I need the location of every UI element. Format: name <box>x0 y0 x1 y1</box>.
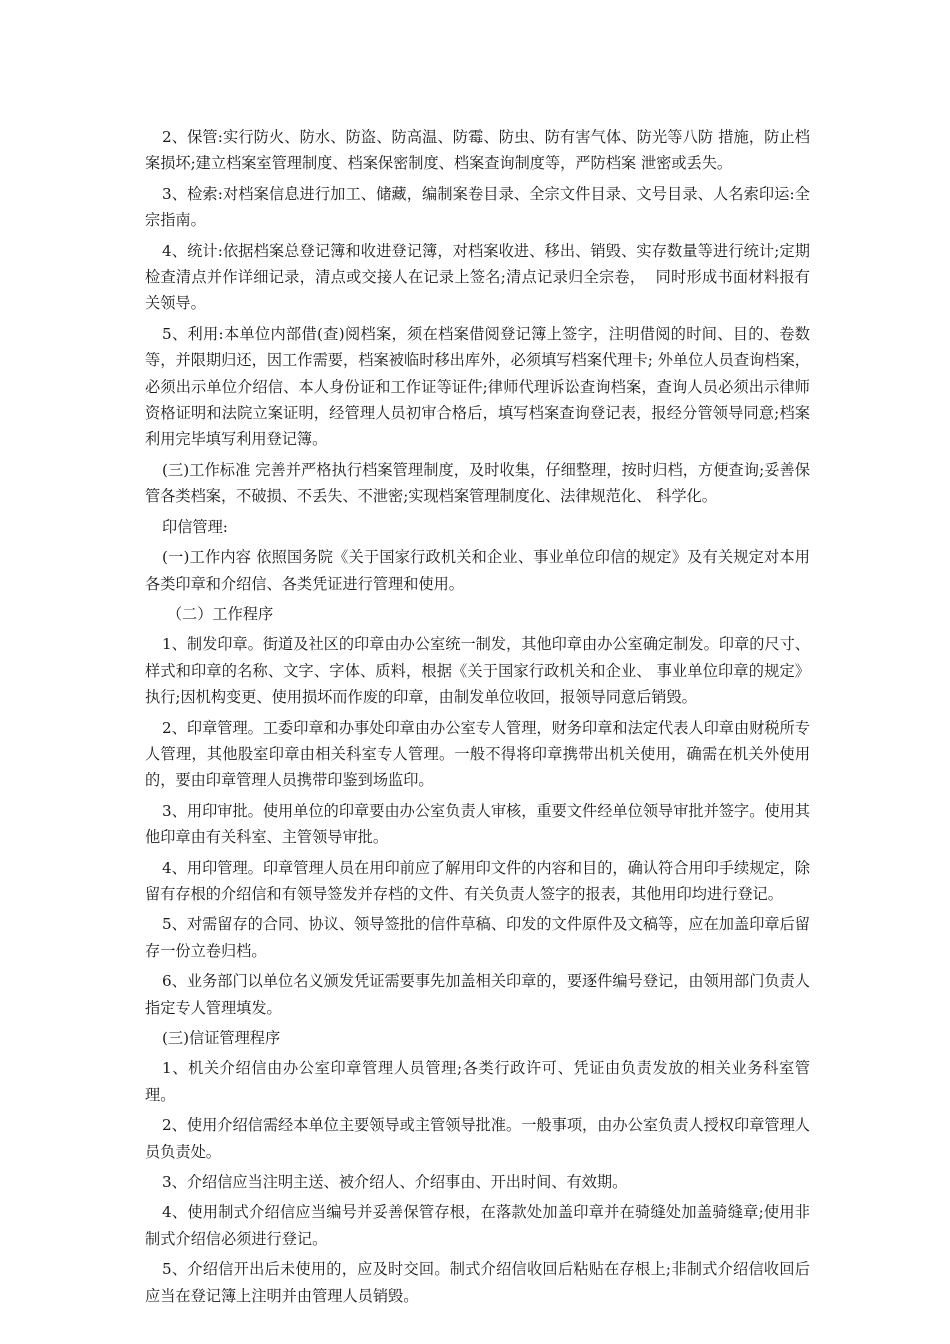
section-heading-seal-management: 印信管理: <box>162 517 228 536</box>
paragraph-archive-storage: 2、保管:实行防火、防水、防盗、防高温、防霉、防虫、防有害气体、防光等八防 措施，防止档案损坏;建立档案室管理制度、档案保密制度、档案查询制度等，严防档案 泄密或丢失。 <box>145 128 810 173</box>
paragraph-seal-issuance: 1、制发印章。街道及社区的印章由办公室统一制发，其他印章由办公室确定制发。印章的尺寸、样式和印章的名称、文字、字体、质料，根据《关于国家行政机关和企业、 事业单位印章的规定》执行;因机构变更、使用损坏而作废的印章，由制发单位收回，报领导同意后销毁。 <box>145 635 810 707</box>
paragraph-letter-approval: 2、使用介绍信需经本单位主要领导或主管领导批准。一般事项，由办公室负责人授权印章管理人员负责处。 <box>145 1116 810 1161</box>
paragraph-certificate-issuance: 6、业务部门以单位名义颁发凭证需要事先加盖相关印章的，要逐件编号登记，由领用部门负责人指定专人管理填发。 <box>145 972 810 1017</box>
paragraph-letter-return: 5、介绍信开出后未使用的，应及时交回。制式介绍信收回后粘贴在存根上;非制式介绍信收回后应当在登记簿上注明并由管理人员销毁。 <box>145 1260 810 1305</box>
section-heading-letter-procedure: (三)信证管理程序 <box>162 1029 281 1047</box>
paragraph-seal-usage: 4、用印管理。印章管理人员在用印前应了解用印文件的内容和目的，确认符合用印手续规定，除留有存根的介绍信和有领导签发并存档的文件、有关负责人签字的报表，其他用印均进行登记。 <box>145 858 810 903</box>
paragraph-archive-retrieval: 3、检索:对档案信息进行加工、储藏，编制案卷目录、全宗文件目录、文号目录、人名索印运:全宗指南。 <box>145 184 810 230</box>
paragraph-seal-custody: 2、印章管理。工委印章和办事处印章由办公室专人管理，财务印章和法定代表人印章由财税所专人管理，其他股室印章由相关科室专人管理。一般不得将印章携带出机关使用，确需在机关外使用的，要由印章管理人员携带印鉴到场监印。 <box>145 718 810 790</box>
paragraph-archive-statistics: 4、统计:依据档案总登记簿和收进登记簿，对档案收进、移出、销毁、实存数量等进行统计;定期检查清点并作详细记录，清点或交接人在记录上签名;清点记录归全宗卷， 同时形成书面材料报有关领导。 <box>145 241 810 313</box>
paragraph-seal-archiving: 5、对需留存的合同、协议、领导签批的信件草稿、印发的文件原件及文稿等，应在加盖印章后留存一份立卷归档。 <box>145 915 810 960</box>
document-page <box>145 124 810 1313</box>
paragraph-letter-custody: 1、机关介绍信由办公室印章管理人员管理;各类行政许可、凭证由负责发放的相关业务科室管理。 <box>145 1059 810 1104</box>
paragraph-seal-approval: 3、用印审批。使用单位的印章要由办公室负责人审核，重要文件经单位领导审批并签字。使用其他印章由有关科室、主管领导审批。 <box>145 801 810 847</box>
paragraph-letter-stub: 4、使用制式介绍信应当编号并妥善保管存根，在落款处加盖印章并在骑缝处加盖骑缝章;使用非制式介绍信必须进行登记。 <box>145 1203 810 1248</box>
paragraph-work-content: (一)工作内容 依照国务院《关于国家行政机关和企业、事业单位印信的规定》及有关规定对本用各类印章和介绍信、各类凭证进行管理和使用。 <box>145 548 810 593</box>
paragraph-letter-contents: 3、介绍信应当注明主送、被介绍人、介绍事由、开出时间、有效期。 <box>162 1173 628 1192</box>
paragraph-work-standard: (三)工作标准 完善并严格执行档案管理制度，及时收集，仔细整理，按时归档，方便查询;妥善保管各类档案，不破损、不丢失、不泄密;实现档案管理制度化、法律规范化、 科学化。 <box>145 460 810 506</box>
section-heading-work-procedure: （二）工作程序 <box>162 604 274 623</box>
paragraph-archive-utilization: 5、利用:本单位内部借(查)阅档案，须在档案借阅登记簿上签字，注明借阅的时间、目的、卷数等，并限期归还，因工作需要，档案被临时移出库外，必须填写档案代理卡; 外单位人员查询档案，必须出示单位介绍信、本人身份证和工作证等证件;律师代理诉讼查询档案，查询人员必须出示律师资格证明和法院立案证明，经管理人员初审合格后，填写档案查询登记表，报经分管领导同意;档案利用完毕填写利用登记簿。 <box>145 324 810 449</box>
